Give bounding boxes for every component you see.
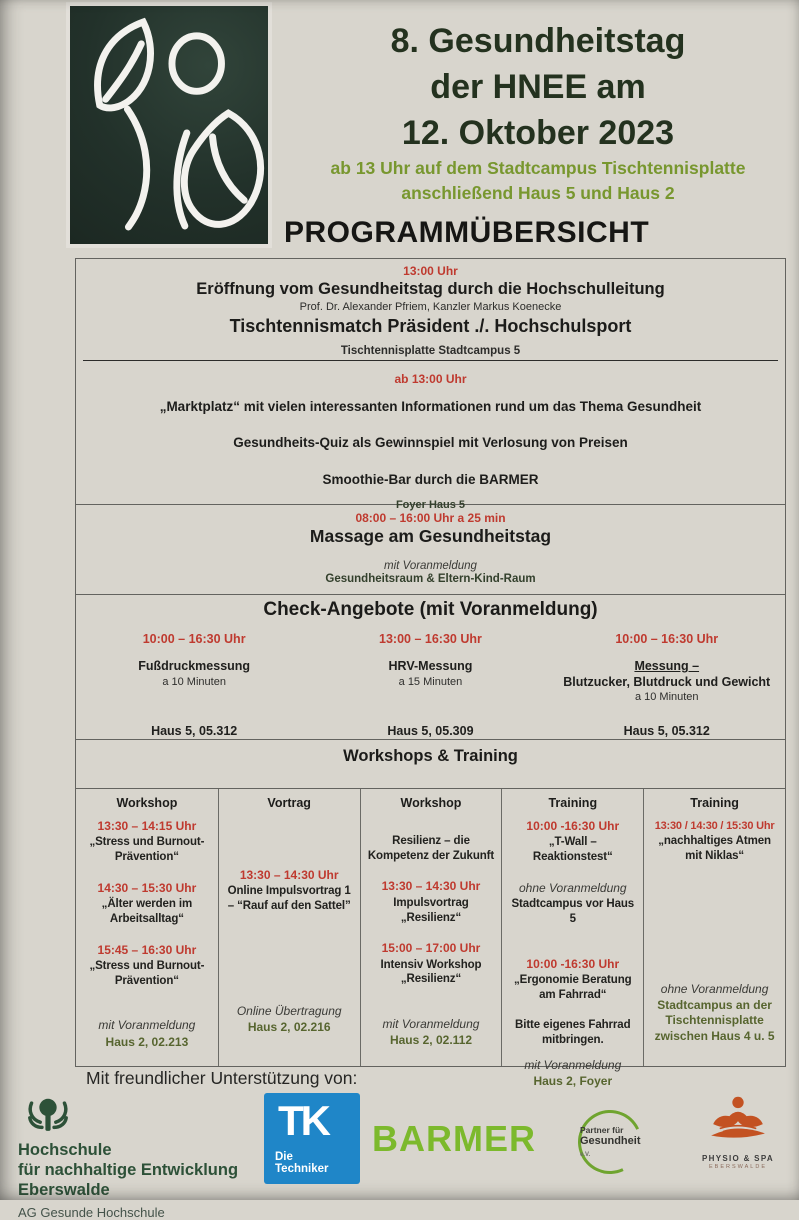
check-location: Haus 5, 05.309 [387, 724, 474, 738]
check-duration: a 15 Minuten [398, 675, 463, 688]
buddha-lotus-icon [707, 1090, 769, 1148]
workshop-text-line-bold: „Ergonomie Beratung am Fahrrad“ [513, 973, 632, 1001]
tk-mark: TK [278, 1097, 328, 1144]
opening-location-rule [83, 341, 778, 361]
tk-caption [275, 1151, 328, 1176]
workshop-column-blocks [647, 818, 782, 1045]
physio-name: PHYSIO & SPA [702, 1154, 774, 1163]
hnee-name-line: für nachhaltige Entwicklung [18, 1161, 239, 1179]
partner-line2 [580, 1135, 641, 1159]
workshop-text-line-time: 13:30 – 14:30 Uhr [239, 868, 339, 882]
workshop-column-blocks [222, 818, 357, 1037]
event-subtitle-line: ab 13 Uhr auf dem Stadtcampus Tischtennisplatte [330, 158, 746, 178]
workshop-text-line-time: 10:00 -16:30 Uhr [526, 956, 620, 971]
event-subtitle-line: anschließend Haus 5 und Haus 2 [401, 183, 675, 203]
workshop-text-line-g14 [509, 866, 636, 880]
partner-line1: Partner für [579, 1125, 624, 1136]
massage-note: mit Voranmeldung [384, 560, 477, 572]
opening-time: 13:00 Uhr [403, 264, 458, 278]
marketplace-line: „Marktplatz“ mit vielen interessanten Informationen rund um das Thema Gesundheit [159, 399, 702, 414]
workshop-text-line-italic: ohne Voranmeldung [660, 981, 769, 996]
hnee-name-line: Eberswalde [18, 1181, 110, 1199]
workshop-text-line-time: 13:30 – 14:30 Uhr [381, 879, 481, 894]
workshop-text-line-italic: mit Voranmeldung [98, 1018, 196, 1033]
workshop-column-5 [643, 789, 785, 1066]
workshop-text-line-loc: Haus 2, 02.213 [105, 1034, 189, 1049]
workshop-column-blocks [364, 818, 499, 1050]
tk-caption-line: Die [275, 1150, 293, 1163]
workshop-text-line-time: 10:00 -16:30 Uhr [526, 819, 620, 833]
workshop-column-header: Vortrag [267, 796, 311, 810]
workshop-column-1 [76, 789, 218, 1066]
workshop-text-line-bold: „T-Wall – Reaktionstest“ [532, 836, 613, 864]
massage-time: 08:00 – 16:00 Uhr a 25 min [355, 511, 506, 525]
marketplace-location: Foyer Haus 5 [395, 499, 466, 511]
event-title-line: der HNEE am [430, 68, 646, 106]
workshop-text-line-g28 [509, 928, 636, 956]
hnee-tree-icon [22, 1094, 74, 1140]
partner-line2-text: Gesundheit [579, 1135, 641, 1148]
workshop-text-line-g28 [83, 989, 211, 1017]
tk-caption-line: Techniker [275, 1163, 329, 1176]
supporters-heading: Mit freundlicher Unterstützung von: [86, 1068, 358, 1088]
section-massage [76, 504, 785, 594]
check-item [76, 632, 312, 738]
workshop-text-line-italic: mit Voranmeldung [524, 1057, 622, 1072]
event-title-line: 12. Oktober 2023 [401, 114, 675, 152]
hnee-footer-logo [18, 1094, 258, 1220]
opening-match: Tischtennismatch Präsident ./. Hochschulsport [229, 316, 632, 336]
partner-fuer-gesundheit-logo [569, 1101, 651, 1183]
workshop-text-line-g88 [226, 915, 353, 1003]
workshop-text-line-g14 [83, 866, 211, 880]
massage-title: Massage am Gesundheitstag [309, 526, 552, 546]
workshop-column-blocks [505, 818, 640, 1091]
workshop-text-line-italic: Online Übertragung [236, 1003, 342, 1018]
marketplace-time: ab 13:00 Uhr [394, 372, 467, 386]
opening-headline: Eröffnung vom Gesundheitstag durch die Hochschulleitung [196, 280, 665, 298]
check-duration: a 10 Minuten [634, 691, 699, 704]
opening-speakers: Prof. Dr. Alexander Pfriem, Kanzler Markus Koenecke [299, 301, 562, 313]
workshop-text-line-bold: Online Impulsvortrag 1 – “Rauf auf den Sattel” [227, 885, 351, 913]
workshop-text-line-bold: Impulsvortrag „Resilienz“ [393, 896, 469, 924]
check-name: Fußdruckmessung [138, 659, 251, 673]
workshop-text-line-g116 [651, 865, 778, 981]
check-time: 13:00 – 16:30 Uhr [379, 632, 482, 646]
workshop-text-line-g14 [368, 926, 495, 940]
workshop-text-line-g48 [226, 819, 353, 867]
check-location: Haus 5, 05.312 [623, 724, 710, 738]
workshop-column-blocks [79, 818, 215, 1051]
workshop-column-2 [218, 789, 360, 1066]
workshop-column-header: Workshop [116, 796, 178, 810]
section-opening [76, 259, 785, 511]
workshop-text-line-g14 [509, 1003, 636, 1017]
checks-columns [76, 632, 785, 738]
workshop-column-header: Workshop [400, 796, 462, 810]
barmer-logo: BARMER [372, 1118, 536, 1159]
tk-logo [264, 1093, 360, 1184]
workshop-text-line-loc: Haus 2, 02.216 [247, 1020, 331, 1035]
check-item [549, 632, 785, 738]
partner-suffix: e.V. [579, 1152, 590, 1159]
check-location: Haus 5, 05.312 [151, 724, 238, 738]
massage-location: Gesundheitsraum & Eltern-Kind-Raum [325, 573, 536, 585]
workshop-text-line-loc: Stadtcampus an der Tischtennisplatte zwischen Haus 4 u. 5 [654, 997, 775, 1043]
section-workshops-header [76, 739, 785, 788]
physio-spa-logo [696, 1090, 780, 1170]
check-duration: a 10 Minuten [162, 675, 226, 688]
hnee-plant-logo [70, 6, 268, 244]
section-checks [76, 594, 785, 739]
smoothie-line: Smoothie-Bar durch die BARMER [322, 472, 539, 487]
hnee-name-line: Hochschule [18, 1141, 112, 1159]
physio-subline: EBERSWALDE [708, 1164, 767, 1170]
check-name [563, 659, 770, 690]
event-title-line: 8. Gesundheitstag [390, 22, 686, 60]
plant-line-art-icon [70, 6, 268, 244]
check-name: HRV-Messung [388, 659, 473, 673]
workshop-column-4 [501, 789, 643, 1089]
workshop-text-line-italic: ohne Voranmeldung [518, 880, 627, 895]
workshop-column-header: Training [690, 796, 739, 810]
workshop-text-line-timesm: 13:30 / 14:30 / 15:30 Uhr [654, 820, 775, 832]
check-time: 10:00 – 16:30 Uhr [615, 632, 719, 646]
check-time: 10:00 – 16:30 Uhr [142, 632, 246, 646]
workshops-title: Workshops & Training [343, 747, 518, 765]
workshop-text-line-bold: Stadtcampus vor Haus 5 [511, 898, 635, 925]
partner-logo-text [580, 1125, 641, 1159]
workshop-text-line-g14 [368, 819, 495, 833]
check-name-underlined: Messung – [634, 659, 700, 673]
check-name-second-line: Blutzucker, Blutdruck und Gewicht [563, 674, 771, 689]
event-title-block [288, 18, 788, 206]
workshop-text-line-italic: mit Voranmeldung [382, 1017, 480, 1032]
opening-location: Tischtennisplatte Stadtcampus 5 [340, 345, 521, 357]
workshop-text-line-loc: Haus 2, Foyer [533, 1074, 613, 1089]
workshop-text-line-bold: „nachhaltiges Atmen mit Niklas“ [658, 835, 771, 862]
workshop-text-line-bold: Intensiv Workshop „Resilienz“ [380, 958, 482, 986]
checks-title: Check-Angebote (mit Voranmeldung) [263, 599, 598, 620]
workshop-text-line-bold: „Älter werden im Arbeitsalltag“ [101, 898, 193, 925]
workshop-column-3 [360, 789, 502, 1066]
workshop-text-line-time: 13:30 – 14:15 Uhr [97, 819, 197, 833]
check-item [312, 632, 548, 738]
workshop-text-line-bold: Bitte eigenes Fahrrad mitbringen. [515, 1019, 631, 1047]
workshop-text-line-loc: Haus 2, 02.112 [389, 1033, 473, 1048]
workshop-text-line-bold: „Stress und Burnout-Prävention“ [89, 836, 205, 864]
workshop-text-line-g14 [368, 864, 495, 878]
workshop-text-line-g8 [509, 1049, 636, 1057]
workshop-text-line-bold: Resilienz – die Kompetenz der Zukunft [367, 835, 495, 862]
quiz-line: Gesundheits-Quiz als Gewinnspiel mit Verlosung von Preisen [233, 435, 628, 450]
workshop-text-line-g28 [368, 988, 495, 1016]
workshop-column-header: Training [548, 796, 598, 810]
workshop-text-line-bold: „Stress und Burnout-Prävention“ [89, 959, 205, 987]
workshop-text-line-g14 [83, 928, 211, 942]
workshop-text-line-time: 14:30 – 15:30 Uhr [97, 880, 197, 895]
program-overview-heading: PROGRAMMÜBERSICHT [284, 216, 650, 249]
workshop-text-line-time: 15:45 – 16:30 Uhr [97, 942, 197, 957]
workshop-text-line-time: 15:00 – 17:00 Uhr [381, 941, 481, 956]
hnee-subline: AG Gesunde Hochschule [18, 1205, 165, 1220]
